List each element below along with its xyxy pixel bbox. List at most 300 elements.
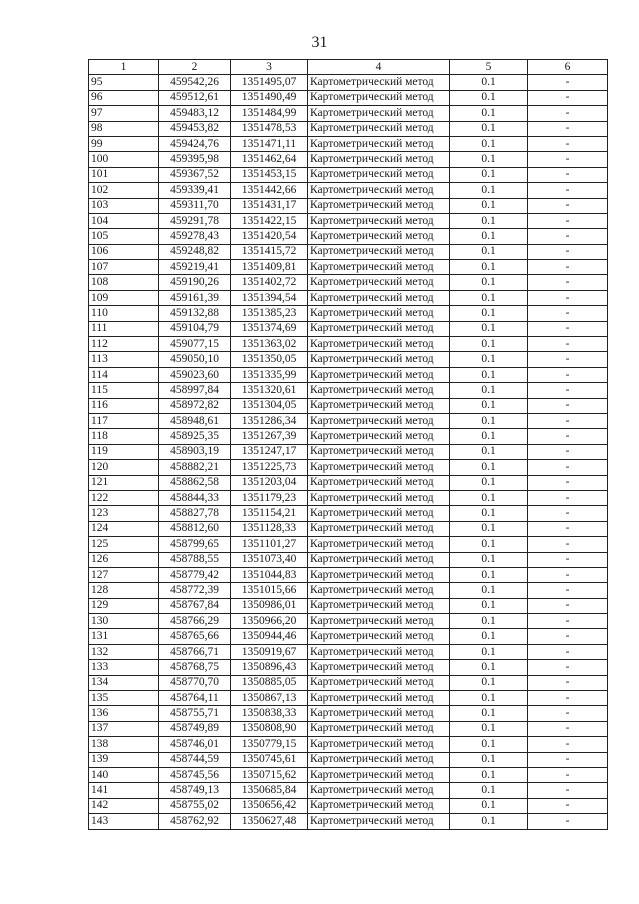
cell-point-number: 96	[89, 90, 159, 105]
cell-extra: -	[528, 152, 608, 167]
cell-point-number: 143	[89, 814, 159, 829]
cell-point-number: 123	[89, 506, 159, 521]
cell-x-coordinate: 459483,12	[159, 106, 231, 121]
cell-method: Картометрический метод	[308, 814, 450, 829]
cell-y-coordinate: 1351203,04	[231, 475, 308, 490]
cell-accuracy: 0.1	[450, 136, 528, 151]
table-row	[89, 675, 608, 690]
cell-point-number: 125	[89, 537, 159, 552]
table-row	[89, 706, 608, 721]
cell-accuracy: 0.1	[450, 306, 528, 321]
table-body	[89, 75, 608, 829]
cell-y-coordinate: 1351304,05	[231, 398, 308, 413]
cell-accuracy: 0.1	[450, 706, 528, 721]
cell-y-coordinate: 1351453,15	[231, 167, 308, 182]
table-row	[89, 121, 608, 136]
table-row	[89, 321, 608, 336]
table-row	[89, 398, 608, 413]
cell-extra: -	[528, 260, 608, 275]
cell-y-coordinate: 1351225,73	[231, 460, 308, 475]
cell-extra: -	[528, 275, 608, 290]
cell-extra: -	[528, 675, 608, 690]
cell-accuracy: 0.1	[450, 413, 528, 428]
cell-x-coordinate: 459542,26	[159, 75, 231, 90]
cell-accuracy: 0.1	[450, 337, 528, 352]
header-cell-y: 3	[231, 60, 308, 75]
cell-y-coordinate: 1351350,05	[231, 352, 308, 367]
cell-accuracy: 0.1	[450, 106, 528, 121]
cell-accuracy: 0.1	[450, 660, 528, 675]
table-row	[89, 429, 608, 444]
cell-method: Картометрический метод	[308, 106, 450, 121]
cell-accuracy: 0.1	[450, 552, 528, 567]
cell-method: Картометрический метод	[308, 706, 450, 721]
cell-point-number: 104	[89, 213, 159, 228]
cell-x-coordinate: 458827,78	[159, 506, 231, 521]
table-row	[89, 444, 608, 459]
cell-x-coordinate: 458755,02	[159, 798, 231, 813]
table-row	[89, 783, 608, 798]
cell-y-coordinate: 1350715,62	[231, 767, 308, 782]
table-row	[89, 290, 608, 305]
cell-extra: -	[528, 337, 608, 352]
cell-y-coordinate: 1351431,17	[231, 198, 308, 213]
cell-x-coordinate: 458779,42	[159, 567, 231, 582]
cell-accuracy: 0.1	[450, 75, 528, 90]
cell-x-coordinate: 458788,55	[159, 552, 231, 567]
cell-point-number: 130	[89, 614, 159, 629]
cell-y-coordinate: 1350745,61	[231, 752, 308, 767]
cell-method: Картометрический метод	[308, 275, 450, 290]
cell-y-coordinate: 1350656,42	[231, 798, 308, 813]
cell-accuracy: 0.1	[450, 383, 528, 398]
table-row	[89, 383, 608, 398]
cell-accuracy: 0.1	[450, 783, 528, 798]
cell-x-coordinate: 458772,39	[159, 583, 231, 598]
cell-x-coordinate: 458882,21	[159, 460, 231, 475]
cell-y-coordinate: 1351128,33	[231, 521, 308, 536]
cell-extra: -	[528, 398, 608, 413]
cell-extra: -	[528, 213, 608, 228]
table-row	[89, 337, 608, 352]
cell-extra: -	[528, 814, 608, 829]
table-row	[89, 460, 608, 475]
header-cell-accuracy: 5	[450, 60, 528, 75]
cell-x-coordinate: 458799,65	[159, 537, 231, 552]
table-row	[89, 737, 608, 752]
cell-y-coordinate: 1350896,43	[231, 660, 308, 675]
cell-x-coordinate: 458768,75	[159, 660, 231, 675]
cell-x-coordinate: 459278,43	[159, 229, 231, 244]
cell-x-coordinate: 458766,29	[159, 614, 231, 629]
cell-y-coordinate: 1350779,15	[231, 737, 308, 752]
table-row	[89, 275, 608, 290]
cell-extra: -	[528, 75, 608, 90]
cell-y-coordinate: 1351402,72	[231, 275, 308, 290]
cell-method: Картометрический метод	[308, 367, 450, 382]
cell-x-coordinate: 458862,58	[159, 475, 231, 490]
cell-point-number: 132	[89, 644, 159, 659]
cell-x-coordinate: 458925,35	[159, 429, 231, 444]
cell-method: Картометрический метод	[308, 798, 450, 813]
table-row	[89, 352, 608, 367]
cell-method: Картометрический метод	[308, 244, 450, 259]
cell-extra: -	[528, 583, 608, 598]
cell-y-coordinate: 1350867,13	[231, 691, 308, 706]
cell-extra: -	[528, 321, 608, 336]
cell-x-coordinate: 458765,66	[159, 629, 231, 644]
cell-y-coordinate: 1350944,46	[231, 629, 308, 644]
cell-method: Картометрический метод	[308, 521, 450, 536]
cell-accuracy: 0.1	[450, 567, 528, 582]
cell-x-coordinate: 459512,61	[159, 90, 231, 105]
table-row	[89, 490, 608, 505]
cell-extra: -	[528, 521, 608, 536]
cell-method: Картометрический метод	[308, 167, 450, 182]
cell-y-coordinate: 1351442,66	[231, 183, 308, 198]
table-row	[89, 767, 608, 782]
cell-accuracy: 0.1	[450, 475, 528, 490]
header-cell-x: 2	[159, 60, 231, 75]
cell-extra: -	[528, 552, 608, 567]
cell-extra: -	[528, 444, 608, 459]
cell-point-number: 119	[89, 444, 159, 459]
cell-method: Картометрический метод	[308, 152, 450, 167]
cell-accuracy: 0.1	[450, 229, 528, 244]
cell-accuracy: 0.1	[450, 675, 528, 690]
cell-extra: -	[528, 383, 608, 398]
cell-method: Картометрический метод	[308, 383, 450, 398]
cell-method: Картометрический метод	[308, 444, 450, 459]
cell-y-coordinate: 1351363,02	[231, 337, 308, 352]
cell-x-coordinate: 459395,98	[159, 152, 231, 167]
cell-y-coordinate: 1351247,17	[231, 444, 308, 459]
table-row	[89, 244, 608, 259]
cell-accuracy: 0.1	[450, 691, 528, 706]
cell-extra: -	[528, 183, 608, 198]
table-row	[89, 183, 608, 198]
cell-x-coordinate: 458948,61	[159, 413, 231, 428]
cell-x-coordinate: 458764,11	[159, 691, 231, 706]
cell-accuracy: 0.1	[450, 183, 528, 198]
cell-method: Картометрический метод	[308, 229, 450, 244]
table-row	[89, 614, 608, 629]
cell-point-number: 135	[89, 691, 159, 706]
cell-method: Картометрический метод	[308, 460, 450, 475]
cell-method: Картометрический метод	[308, 721, 450, 736]
cell-extra: -	[528, 783, 608, 798]
cell-x-coordinate: 458844,33	[159, 490, 231, 505]
cell-x-coordinate: 459219,41	[159, 260, 231, 275]
cell-accuracy: 0.1	[450, 213, 528, 228]
cell-extra: -	[528, 167, 608, 182]
table-row	[89, 660, 608, 675]
cell-extra: -	[528, 460, 608, 475]
cell-accuracy: 0.1	[450, 244, 528, 259]
table-row	[89, 721, 608, 736]
cell-point-number: 112	[89, 337, 159, 352]
cell-x-coordinate: 459248,82	[159, 244, 231, 259]
cell-y-coordinate: 1351422,15	[231, 213, 308, 228]
cell-point-number: 110	[89, 306, 159, 321]
cell-point-number: 121	[89, 475, 159, 490]
cell-accuracy: 0.1	[450, 260, 528, 275]
cell-y-coordinate: 1351286,34	[231, 413, 308, 428]
cell-point-number: 131	[89, 629, 159, 644]
cell-y-coordinate: 1351374,69	[231, 321, 308, 336]
cell-accuracy: 0.1	[450, 198, 528, 213]
table-row	[89, 814, 608, 829]
cell-method: Картометрический метод	[308, 506, 450, 521]
cell-accuracy: 0.1	[450, 752, 528, 767]
cell-accuracy: 0.1	[450, 614, 528, 629]
cell-x-coordinate: 458972,82	[159, 398, 231, 413]
cell-point-number: 126	[89, 552, 159, 567]
cell-x-coordinate: 459023,60	[159, 367, 231, 382]
cell-y-coordinate: 1351495,07	[231, 75, 308, 90]
cell-y-coordinate: 1351179,23	[231, 490, 308, 505]
cell-point-number: 137	[89, 721, 159, 736]
cell-extra: -	[528, 537, 608, 552]
cell-y-coordinate: 1351409,81	[231, 260, 308, 275]
table-row	[89, 567, 608, 582]
cell-accuracy: 0.1	[450, 767, 528, 782]
cell-x-coordinate: 459424,76	[159, 136, 231, 151]
cell-method: Картометрический метод	[308, 691, 450, 706]
cell-accuracy: 0.1	[450, 506, 528, 521]
cell-x-coordinate: 458766,71	[159, 644, 231, 659]
table-row	[89, 75, 608, 90]
cell-x-coordinate: 459367,52	[159, 167, 231, 182]
cell-x-coordinate: 458749,13	[159, 783, 231, 798]
table-row	[89, 691, 608, 706]
cell-method: Картометрический метод	[308, 75, 450, 90]
table-row	[89, 629, 608, 644]
cell-x-coordinate: 458762,92	[159, 814, 231, 829]
cell-y-coordinate: 1351471,11	[231, 136, 308, 151]
cell-point-number: 111	[89, 321, 159, 336]
cell-method: Картометрический метод	[308, 475, 450, 490]
cell-method: Картометрический метод	[308, 567, 450, 582]
cell-method: Картометрический метод	[308, 90, 450, 105]
cell-extra: -	[528, 229, 608, 244]
header-cell-extra: 6	[528, 60, 608, 75]
cell-y-coordinate: 1350966,20	[231, 614, 308, 629]
cell-method: Картометрический метод	[308, 767, 450, 782]
table-row	[89, 90, 608, 105]
cell-point-number: 139	[89, 752, 159, 767]
cell-method: Картометрический метод	[308, 537, 450, 552]
table-row	[89, 413, 608, 428]
cell-extra: -	[528, 752, 608, 767]
cell-extra: -	[528, 706, 608, 721]
cell-x-coordinate: 459161,39	[159, 290, 231, 305]
cell-y-coordinate: 1351335,99	[231, 367, 308, 382]
header-cell-method: 4	[308, 60, 450, 75]
cell-method: Картометрический метод	[308, 290, 450, 305]
cell-x-coordinate: 459291,78	[159, 213, 231, 228]
cell-method: Картометрический метод	[308, 583, 450, 598]
cell-accuracy: 0.1	[450, 352, 528, 367]
cell-extra: -	[528, 198, 608, 213]
cell-y-coordinate: 1351320,61	[231, 383, 308, 398]
cell-extra: -	[528, 475, 608, 490]
cell-y-coordinate: 1350986,01	[231, 598, 308, 613]
cell-accuracy: 0.1	[450, 367, 528, 382]
table-row	[89, 752, 608, 767]
cell-x-coordinate: 459132,88	[159, 306, 231, 321]
cell-point-number: 118	[89, 429, 159, 444]
cell-extra: -	[528, 767, 608, 782]
table-row	[89, 552, 608, 567]
cell-extra: -	[528, 660, 608, 675]
cell-x-coordinate: 459311,70	[159, 198, 231, 213]
table-row	[89, 213, 608, 228]
cell-x-coordinate: 459077,15	[159, 337, 231, 352]
cell-point-number: 113	[89, 352, 159, 367]
cell-point-number: 100	[89, 152, 159, 167]
table-row	[89, 598, 608, 613]
cell-x-coordinate: 458749,89	[159, 721, 231, 736]
cell-extra: -	[528, 290, 608, 305]
cell-method: Картометрический метод	[308, 598, 450, 613]
cell-point-number: 115	[89, 383, 159, 398]
cell-y-coordinate: 1351101,27	[231, 537, 308, 552]
cell-y-coordinate: 1351267,39	[231, 429, 308, 444]
cell-method: Картометрический метод	[308, 352, 450, 367]
cell-method: Картометрический метод	[308, 737, 450, 752]
table-row	[89, 136, 608, 151]
cell-x-coordinate: 459050,10	[159, 352, 231, 367]
cell-extra: -	[528, 136, 608, 151]
cell-extra: -	[528, 506, 608, 521]
cell-method: Картометрический метод	[308, 337, 450, 352]
cell-accuracy: 0.1	[450, 444, 528, 459]
cell-extra: -	[528, 691, 608, 706]
cell-y-coordinate: 1350685,84	[231, 783, 308, 798]
cell-accuracy: 0.1	[450, 521, 528, 536]
table-row	[89, 106, 608, 121]
cell-y-coordinate: 1350919,67	[231, 644, 308, 659]
cell-x-coordinate: 458744,59	[159, 752, 231, 767]
table-row	[89, 583, 608, 598]
cell-accuracy: 0.1	[450, 798, 528, 813]
cell-extra: -	[528, 367, 608, 382]
cell-method: Картометрический метод	[308, 660, 450, 675]
cell-accuracy: 0.1	[450, 90, 528, 105]
cell-accuracy: 0.1	[450, 167, 528, 182]
cell-method: Картометрический метод	[308, 321, 450, 336]
cell-point-number: 117	[89, 413, 159, 428]
cell-accuracy: 0.1	[450, 537, 528, 552]
table-row	[89, 644, 608, 659]
table-row	[89, 167, 608, 182]
cell-accuracy: 0.1	[450, 644, 528, 659]
cell-extra: -	[528, 567, 608, 582]
page-number: 31	[311, 34, 328, 51]
cell-x-coordinate: 458997,84	[159, 383, 231, 398]
cell-point-number: 109	[89, 290, 159, 305]
cell-accuracy: 0.1	[450, 598, 528, 613]
table-row	[89, 260, 608, 275]
cell-method: Картометрический метод	[308, 121, 450, 136]
cell-accuracy: 0.1	[450, 290, 528, 305]
cell-accuracy: 0.1	[450, 737, 528, 752]
cell-method: Картометрический метод	[308, 752, 450, 767]
cell-y-coordinate: 1351385,23	[231, 306, 308, 321]
cell-y-coordinate: 1350808,90	[231, 721, 308, 736]
cell-extra: -	[528, 352, 608, 367]
cell-y-coordinate: 1351154,21	[231, 506, 308, 521]
table-row	[89, 152, 608, 167]
cell-x-coordinate: 458903,19	[159, 444, 231, 459]
cell-accuracy: 0.1	[450, 121, 528, 136]
cell-x-coordinate: 459453,82	[159, 121, 231, 136]
cell-y-coordinate: 1351484,99	[231, 106, 308, 121]
cell-accuracy: 0.1	[450, 321, 528, 336]
cell-method: Картометрический метод	[308, 213, 450, 228]
cell-method: Картометрический метод	[308, 413, 450, 428]
cell-extra: -	[528, 306, 608, 321]
cell-point-number: 97	[89, 106, 159, 121]
table-row	[89, 506, 608, 521]
cell-point-number: 141	[89, 783, 159, 798]
cell-extra: -	[528, 90, 608, 105]
cell-method: Картометрический метод	[308, 183, 450, 198]
header-row	[89, 60, 608, 75]
cell-x-coordinate: 459104,79	[159, 321, 231, 336]
table-header	[89, 60, 608, 75]
cell-point-number: 133	[89, 660, 159, 675]
cell-accuracy: 0.1	[450, 429, 528, 444]
cell-x-coordinate: 458767,84	[159, 598, 231, 613]
cell-extra: -	[528, 490, 608, 505]
cell-y-coordinate: 1351478,53	[231, 121, 308, 136]
table-row	[89, 798, 608, 813]
cell-extra: -	[528, 121, 608, 136]
cell-accuracy: 0.1	[450, 583, 528, 598]
cell-extra: -	[528, 598, 608, 613]
cell-extra: -	[528, 737, 608, 752]
cell-y-coordinate: 1351015,66	[231, 583, 308, 598]
cell-y-coordinate: 1350627,48	[231, 814, 308, 829]
cell-point-number: 107	[89, 260, 159, 275]
cell-method: Картометрический метод	[308, 675, 450, 690]
cell-method: Картометрический метод	[308, 136, 450, 151]
cell-point-number: 140	[89, 767, 159, 782]
cell-method: Картометрический метод	[308, 398, 450, 413]
cell-extra: -	[528, 798, 608, 813]
cell-accuracy: 0.1	[450, 814, 528, 829]
cell-method: Картометрический метод	[308, 614, 450, 629]
table-row	[89, 537, 608, 552]
cell-x-coordinate: 459339,41	[159, 183, 231, 198]
cell-extra: -	[528, 629, 608, 644]
table-row	[89, 521, 608, 536]
cell-point-number: 101	[89, 167, 159, 182]
cell-method: Картометрический метод	[308, 629, 450, 644]
cell-y-coordinate: 1350838,33	[231, 706, 308, 721]
cell-method: Картометрический метод	[308, 198, 450, 213]
cell-y-coordinate: 1350885,05	[231, 675, 308, 690]
cell-x-coordinate: 458812,60	[159, 521, 231, 536]
cell-point-number: 105	[89, 229, 159, 244]
table-row	[89, 198, 608, 213]
table-row	[89, 229, 608, 244]
cell-extra: -	[528, 614, 608, 629]
cell-accuracy: 0.1	[450, 275, 528, 290]
table-row	[89, 306, 608, 321]
